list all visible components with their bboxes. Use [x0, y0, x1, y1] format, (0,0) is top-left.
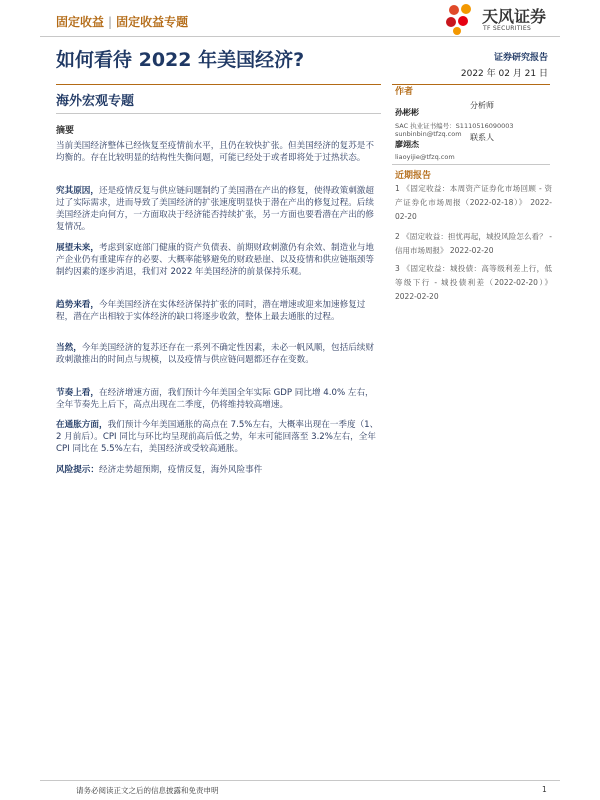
author-role: 分析师: [470, 101, 494, 110]
header-divider: [40, 36, 560, 37]
report-date: 2022 年 02 月 21 日: [460, 69, 548, 79]
logo-subtitle: TF SECURITIES: [483, 25, 532, 32]
paragraph: 节奏上看，在经济增速方面，我们预计今年美国全年实际 GDP 同比增 4.0% 左右，全年节奏先上后下，高点出现在二季度，仍将维持较高增速。: [56, 388, 374, 410]
footer-disclaimer: 请务必阅读正文之后的信息披露和免责申明: [76, 786, 219, 795]
report-type: 证券研究报告: [493, 53, 548, 63]
section-subtitle: 海外宏观专题: [56, 94, 135, 109]
breadcrumb-separator: |: [108, 15, 113, 29]
related-report-link[interactable]: 2 《固定收益：担忧再起，城投风险怎么看？ - 信用市场周报》 2022-02-20: [395, 232, 552, 255]
footer-divider: [40, 780, 560, 781]
author-role: 联系人: [470, 133, 494, 142]
brand-logo: [444, 2, 554, 40]
sidebar-rule: [392, 84, 550, 85]
author-name: 孙彬彬: [395, 108, 419, 117]
paragraph: 究其原因，还是疫情反复与供应链问题制约了美国潜在产出的修复，使得政策刺激超过了实际需求，进而导致了美国经济的扩张速度明显快于潜在产出的修复过程。后续美国经济走向何方，一方面取决于经济能否持续扩张，另一方面也要看潜在产出的修复情况。: [56, 186, 374, 232]
page-number: 1: [542, 785, 547, 794]
related-rule: [392, 164, 550, 165]
title-rule: [56, 84, 381, 85]
related-report-link[interactable]: 3 《固定收益：城投债：高等级利差上行，低等级下行 - 城投债利差（2022-02-20）》 2022-02-20: [395, 264, 553, 301]
breadcrumb: [56, 13, 188, 30]
breadcrumb-item[interactable]: 固定收益: [56, 15, 105, 29]
paragraph: 展望未来，考虑到家庭部门健康的资产负债表、前期财政刺激仍有余效、制造业与地产企业仍有重建库存的必要、大概率能够避免的财政悬崖、以及疫情和供应链瓶颈等制约因素的逐步消退，我们对 2022 年美国经济的前景保持乐观。: [56, 243, 374, 277]
authors-label: 作者: [395, 87, 414, 97]
paragraph: 当然，今年美国经济的复苏还存在一系列不确定性因素，未必一帆风顺，包括后续财政刺激推出的时间点与规模，以及疫情与供应链问题都还存在变数。: [56, 343, 374, 365]
abstract-label: 摘要: [56, 126, 75, 136]
author-cert: SAC 执业证书编号：S1110516090003: [395, 122, 514, 130]
author-name: 廖翊杰: [395, 140, 419, 149]
paragraph: 在通胀方面，我们预计今年美国通胀的高点在 7.5%左右，大概率出现在一季度（1、2 月前后）。CPI 同比与环比均呈现前高后低之势，年末可能回落至 3.2%左右，全年 CPI 同比在 5.5%左右，美国经济或受较高通胀。: [56, 420, 379, 454]
logo-mark-icon: [444, 2, 478, 36]
risk-note: 风险提示：经济走势超预期，疫情反复，海外风险事件: [56, 465, 263, 475]
breadcrumb-item[interactable]: 固定收益专题: [116, 15, 189, 29]
author-card: [395, 132, 553, 161]
author-email[interactable]: liaoyijie@tfzq.com: [395, 153, 455, 161]
paragraph: 当前美国经济整体已经恢复至疫情前水平，且仍在较快扩张。但美国经济的复苏是不均衡的。存在比较明显的结构性失衡问题，可能已经处于或者即将处于过热状态。: [56, 141, 374, 163]
logo-name: 天风证券: [482, 7, 547, 26]
subtitle-rule: [56, 113, 381, 114]
related-report-link[interactable]: 1 《固定收益：本周资产证券化市场回顾 - 资产证券化市场周报（2022-02-18）》 2022-02-20: [395, 184, 552, 221]
related-label: 近期报告: [395, 171, 432, 181]
author-email[interactable]: sunbinbin@tfzq.com: [395, 130, 462, 138]
page-title: 如何看待 2022 年美国经济?: [56, 49, 305, 71]
paragraph: 趋势来看，今年美国经济在实体经济保持扩张的同时，潜在增速或迎来加速修复过程，潜在产出相较于实体经济的缺口将逐步收敛，整体上最去通胀的过程。: [56, 300, 366, 322]
